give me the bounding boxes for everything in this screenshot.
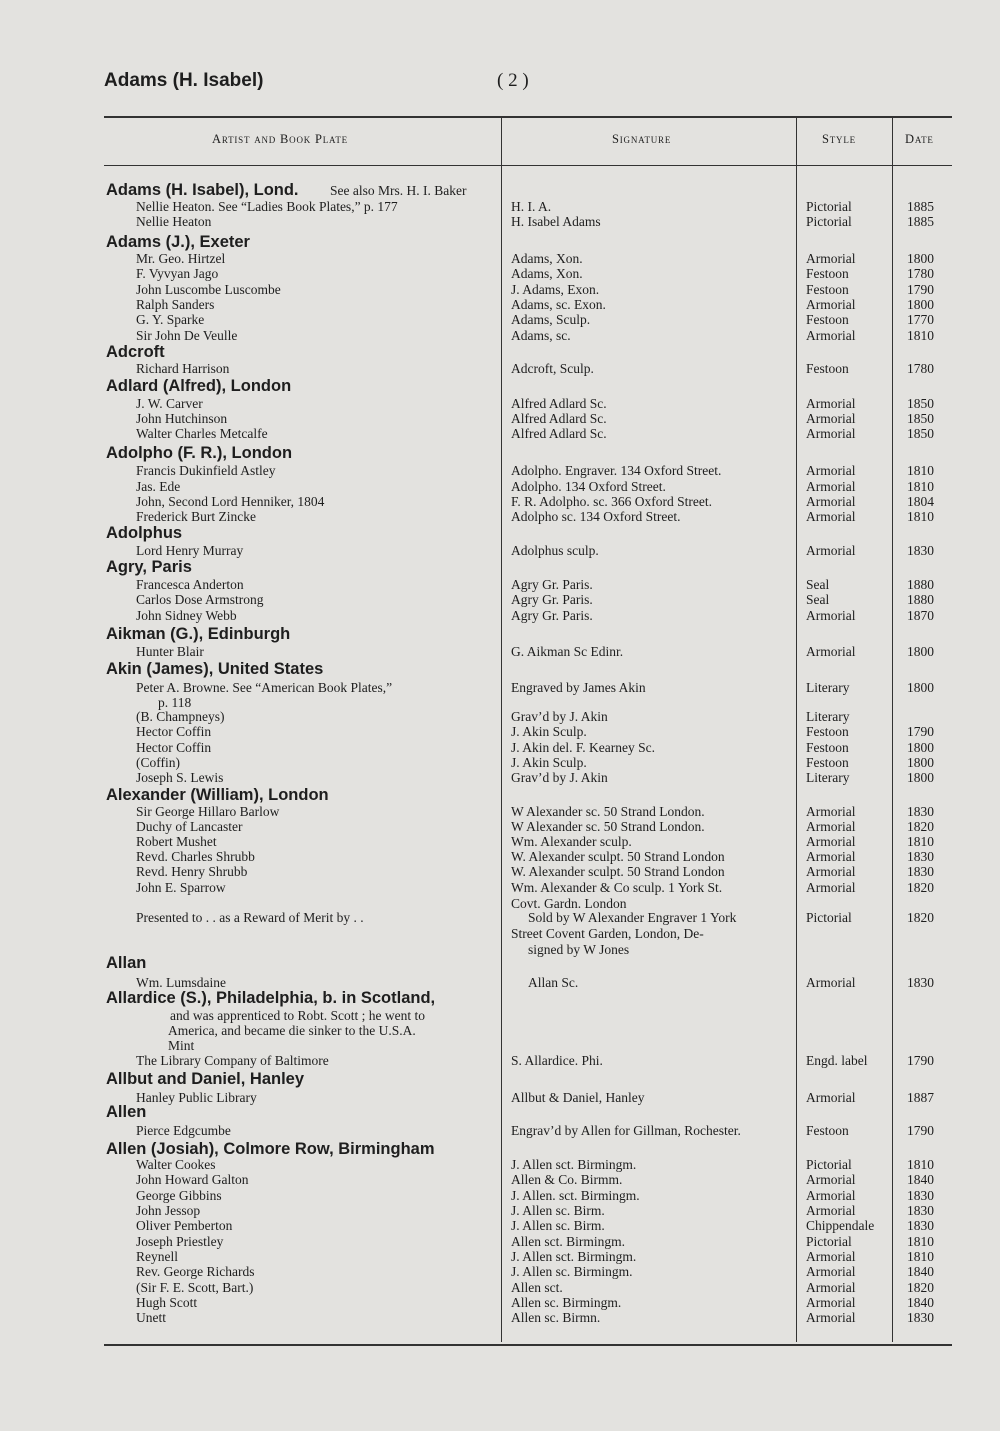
plate-owner: Frederick Burt Zincke [136, 509, 256, 524]
artist-heading: Akin (James), United States [106, 660, 324, 678]
artist-heading: Allardice (S.), Philadelphia, b. in Scotland, [106, 989, 436, 1007]
plate-signature: Grav’d by J. Akin [511, 709, 608, 724]
plate-owner: Jas. Ede [136, 479, 181, 494]
plate-style: Armorial [806, 509, 856, 524]
plate-owner: Richard Harrison [136, 361, 230, 376]
artist-biography-line: America, and became die sinker to the U.S.A. [168, 1023, 416, 1038]
plate-date: 1770 [907, 312, 934, 327]
plate-style: Pictorial [806, 1234, 852, 1249]
plate-date: 1885 [907, 214, 934, 229]
plate-style: Literary [806, 709, 850, 724]
plate-owner: Walter Charles Metcalfe [136, 426, 268, 441]
plate-date: 1800 [907, 680, 934, 695]
plate-signature: J. Adams, Exon. [511, 282, 600, 297]
plate-signature: Allen sc. Birmingm. [511, 1295, 622, 1310]
plate-signature: J. Akin Sculp. [511, 724, 587, 739]
plate-date: 1885 [907, 199, 934, 214]
artist-heading: Allen [106, 1103, 147, 1121]
plate-signature: Adams, Xon. [511, 251, 583, 266]
plate-signature: Agry Gr. Paris. [511, 608, 593, 623]
plate-owner: Carlos Dose Armstrong [136, 592, 264, 607]
plate-date: 1887 [907, 1090, 934, 1105]
plate-date: 1780 [907, 361, 934, 376]
plate-style: Armorial [806, 1295, 856, 1310]
plate-style: Armorial [806, 1264, 856, 1279]
plate-style: Engd. label [806, 1053, 868, 1068]
plate-signature: J. Allen sct. Birmingm. [511, 1157, 637, 1172]
plate-date: 1840 [907, 1264, 934, 1279]
plate-style: Festoon [806, 724, 849, 739]
plate-signature: Adolpho sc. 134 Oxford Street. [511, 509, 681, 524]
plate-style: Festoon [806, 755, 849, 770]
plate-date: 1820 [907, 910, 934, 925]
artist-biography-line: and was apprenticed to Robt. Scott ; he went to [170, 1008, 425, 1023]
artist-heading: Adcroft [106, 343, 165, 361]
plate-date: 1810 [907, 509, 934, 524]
plate-date: 1830 [907, 849, 934, 864]
plate-owner: Nellie Heaton [136, 214, 212, 229]
plate-date: 1880 [907, 592, 934, 607]
plate-style: Armorial [806, 849, 856, 864]
plate-owner: John Hutchinson [136, 411, 228, 426]
plate-style: Armorial [806, 1249, 856, 1264]
header-rule [104, 165, 952, 166]
plate-date: 1820 [907, 880, 934, 895]
plate-owner: Revd. Charles Shrubb [136, 849, 255, 864]
plate-style: Literary [806, 680, 850, 695]
artist-heading: Allen (Josiah), Colmore Row, Birmingham [106, 1140, 435, 1158]
plate-signature: Covt. Gardn. London [511, 896, 627, 911]
plate-date: 1804 [907, 494, 934, 509]
plate-owner: Oliver Pemberton [136, 1218, 233, 1233]
plate-style: Armorial [806, 975, 856, 990]
artist-heading: Alexander (William), London [106, 786, 329, 804]
plate-style: Festoon [806, 740, 849, 755]
plate-date: 1800 [907, 297, 934, 312]
plate-signature: Adams, Xon. [511, 266, 583, 281]
plate-signature: Adolphus sculp. [511, 543, 599, 558]
plate-style: Festoon [806, 361, 849, 376]
plate-signature: signed by W Jones [528, 942, 630, 957]
plate-signature: W. Alexander sculpt. 50 Strand London [511, 849, 725, 864]
plate-style: Seal [806, 577, 830, 592]
plate-owner: Revd. Henry Shrubb [136, 864, 248, 879]
plate-owner: John Sidney Webb [136, 608, 237, 623]
plate-owner: Ralph Sanders [136, 297, 215, 312]
plate-signature: Alfred Adlard Sc. [511, 426, 607, 441]
column-divider-3 [892, 118, 893, 1342]
plate-style: Armorial [806, 396, 856, 411]
plate-owner: John Howard Galton [136, 1172, 249, 1187]
plate-style: Armorial [806, 463, 856, 478]
plate-signature: H. Isabel Adams [511, 214, 601, 229]
plate-style: Pictorial [806, 214, 852, 229]
plate-date: 1840 [907, 1172, 934, 1187]
plate-style: Armorial [806, 834, 856, 849]
running-head: Adams (H. Isabel) [104, 70, 264, 91]
plate-style: Armorial [806, 804, 856, 819]
plate-signature: Engraved by James Akin [511, 680, 646, 695]
plate-date: 1850 [907, 426, 934, 441]
plate-signature: Adolpho. Engraver. 134 Oxford Street. [511, 463, 722, 478]
plate-owner: Mr. Geo. Hirtzel [136, 251, 226, 266]
plate-owner: Presented to . . as a Reward of Merit by . . [136, 910, 364, 925]
plate-date: 1800 [907, 740, 934, 755]
plate-owner: Hector Coffin [136, 724, 212, 739]
column-header-artist: Artist and Book Plate [212, 132, 348, 146]
plate-date: 1800 [907, 251, 934, 266]
page-number: ( 2 ) [497, 70, 529, 91]
plate-signature: J. Akin del. F. Kearney Sc. [511, 740, 656, 755]
plate-date: 1800 [907, 770, 934, 785]
plate-signature: J. Allen sc. Birm. [511, 1203, 605, 1218]
plate-owner: F. Vyvyan Jago [136, 266, 219, 281]
plate-style: Armorial [806, 426, 856, 441]
plate-owner: p. 118 [158, 695, 192, 710]
plate-style: Armorial [806, 543, 856, 558]
plate-date: 1810 [907, 479, 934, 494]
plate-owner: Lord Henry Murray [136, 543, 244, 558]
plate-signature: Wm. Alexander & Co sculp. 1 York St. [511, 880, 723, 895]
plate-signature: Allen sct. Birmingm. [511, 1234, 625, 1249]
plate-signature: Grav’d by J. Akin [511, 770, 608, 785]
artist-heading: Adolpho (F. R.), London [106, 444, 293, 462]
plate-owner: Peter A. Browne. See “American Book Plates,” [136, 680, 393, 695]
plate-signature: W Alexander sc. 50 Strand London. [511, 819, 705, 834]
plate-owner: Sir John De Veulle [136, 328, 238, 343]
column-header-signature: Signature [612, 132, 672, 146]
column-divider-1 [501, 118, 502, 1342]
plate-date: 1840 [907, 1295, 934, 1310]
plate-owner: Hector Coffin [136, 740, 212, 755]
plate-owner: Robert Mushet [136, 834, 217, 849]
plate-owner: Francis Dukinfield Astley [136, 463, 276, 478]
top-rule [104, 116, 952, 118]
plate-owner: The Library Company of Baltimore [136, 1053, 329, 1068]
plate-owner: Hugh Scott [136, 1295, 198, 1310]
plate-owner: John Luscombe Luscombe [136, 282, 281, 297]
plate-style: Armorial [806, 1280, 856, 1295]
artist-heading: Allbut and Daniel, Hanley [106, 1070, 305, 1088]
plate-owner: Sir George Hillaro Barlow [136, 804, 280, 819]
plate-signature: Allen & Co. Birmm. [511, 1172, 623, 1187]
plate-signature: J. Allen sc. Birm. [511, 1218, 605, 1233]
plate-style: Armorial [806, 251, 856, 266]
plate-owner: Walter Cookes [136, 1157, 216, 1172]
plate-signature: J. Allen sct. Birmingm. [511, 1249, 637, 1264]
plate-style: Armorial [806, 644, 856, 659]
plate-owner: Hanley Public Library [136, 1090, 257, 1105]
plate-date: 1800 [907, 755, 934, 770]
plate-signature: Alfred Adlard Sc. [511, 411, 607, 426]
plate-owner: Joseph S. Lewis [136, 770, 224, 785]
plate-date: 1820 [907, 819, 934, 834]
plate-signature: J. Akin Sculp. [511, 755, 587, 770]
plate-date: 1800 [907, 644, 934, 659]
plate-style: Armorial [806, 479, 856, 494]
plate-style: Armorial [806, 328, 856, 343]
plate-style: Pictorial [806, 910, 852, 925]
plate-style: Chippendale [806, 1218, 875, 1233]
plate-signature: Adams, Sculp. [511, 312, 591, 327]
column-header-date: Date [905, 132, 934, 146]
artist-heading: Adlard (Alfred), London [106, 377, 292, 395]
plate-style: Festoon [806, 1123, 849, 1138]
plate-owner: Pierce Edgcumbe [136, 1123, 231, 1138]
plate-owner: Rev. George Richards [136, 1264, 255, 1279]
plate-date: 1780 [907, 266, 934, 281]
plate-style: Literary [806, 770, 850, 785]
plate-date: 1810 [907, 1157, 934, 1172]
artist-heading: Adolphus [106, 524, 183, 542]
artist-heading: Adams (J.), Exeter [106, 233, 250, 251]
plate-style: Armorial [806, 411, 856, 426]
plate-signature: Agry Gr. Paris. [511, 592, 593, 607]
plate-date: 1830 [907, 543, 934, 558]
artist-biography-line: Mint [168, 1038, 195, 1053]
plate-style: Festoon [806, 312, 849, 327]
plate-owner: (Coffin) [136, 755, 180, 770]
plate-owner: (Sir F. E. Scott, Bart.) [136, 1280, 254, 1295]
plate-signature: Adams, sc. Exon. [511, 297, 606, 312]
plate-signature: Alfred Adlard Sc. [511, 396, 607, 411]
plate-owner: John E. Sparrow [136, 880, 226, 895]
plate-date: 1830 [907, 1188, 934, 1203]
plate-date: 1830 [907, 975, 934, 990]
plate-date: 1830 [907, 1203, 934, 1218]
column-header-style: Style [822, 132, 856, 146]
plate-date: 1810 [907, 834, 934, 849]
plate-date: 1790 [907, 1053, 934, 1068]
plate-signature: Agry Gr. Paris. [511, 577, 593, 592]
plate-date: 1870 [907, 608, 934, 623]
plate-date: 1850 [907, 396, 934, 411]
plate-date: 1880 [907, 577, 934, 592]
plate-owner: G. Y. Sparke [136, 312, 205, 327]
plate-signature: Adams, sc. [511, 328, 571, 343]
plate-owner: (B. Champneys) [136, 709, 225, 724]
plate-date: 1810 [907, 1234, 934, 1249]
plate-signature: Sold by W Alexander Engraver 1 York [528, 910, 737, 925]
plate-signature: Allbut & Daniel, Hanley [511, 1090, 645, 1105]
plate-owner: John, Second Lord Henniker, 1804 [136, 494, 325, 509]
plate-date: 1790 [907, 724, 934, 739]
plate-signature: H. I. A. [511, 199, 552, 214]
plate-date: 1810 [907, 463, 934, 478]
plate-style: Armorial [806, 608, 856, 623]
artist-heading: Allan [106, 954, 147, 972]
plate-owner: Reynell [136, 1249, 178, 1264]
plate-style: Armorial [806, 819, 856, 834]
plate-date: 1790 [907, 1123, 934, 1138]
plate-signature: J. Allen sc. Birmingm. [511, 1264, 633, 1279]
plate-style: Armorial [806, 297, 856, 312]
plate-signature: S. Allardice. Phi. [511, 1053, 603, 1068]
plate-date: 1830 [907, 804, 934, 819]
plate-style: Pictorial [806, 1157, 852, 1172]
plate-owner: George Gibbins [136, 1188, 222, 1203]
plate-date: 1830 [907, 1218, 934, 1233]
plate-date: 1850 [907, 411, 934, 426]
plate-owner: Unett [136, 1310, 166, 1325]
plate-style: Armorial [806, 1310, 856, 1325]
plate-signature: Allen sct. [511, 1280, 563, 1295]
plate-style: Festoon [806, 282, 849, 297]
plate-signature: Street Covent Garden, London, De- [511, 926, 704, 941]
plate-date: 1830 [907, 1310, 934, 1325]
plate-owner: Hunter Blair [136, 644, 204, 659]
plate-date: 1790 [907, 282, 934, 297]
plate-style: Armorial [806, 1203, 856, 1218]
artist-heading: Adams (H. Isabel), Lond. [106, 181, 299, 199]
plate-date: 1820 [907, 1280, 934, 1295]
plate-owner: Nellie Heaton. See “Ladies Book Plates,” p. 177 [136, 199, 398, 214]
plate-signature: W Alexander sc. 50 Strand London. [511, 804, 705, 819]
plate-style: Armorial [806, 1090, 856, 1105]
artist-heading: Aikman (G.), Edinburgh [106, 625, 291, 643]
plate-date: 1810 [907, 328, 934, 343]
plate-signature: Wm. Alexander sculp. [511, 834, 632, 849]
plate-owner: Francesca Anderton [136, 577, 244, 592]
plate-signature: Allan Sc. [528, 975, 579, 990]
artist-heading: Agry, Paris [106, 558, 192, 576]
plate-style: Armorial [806, 880, 856, 895]
plate-style: Seal [806, 592, 830, 607]
plate-date: 1810 [907, 1249, 934, 1264]
plate-signature: J. Allen. sct. Birmingm. [511, 1188, 640, 1203]
plate-owner: J. W. Carver [136, 396, 203, 411]
plate-signature: Allen sc. Birmn. [511, 1310, 601, 1325]
plate-date: 1830 [907, 864, 934, 879]
plate-style: Armorial [806, 1172, 856, 1187]
artist-cross-reference: See also Mrs. H. I. Baker [330, 183, 467, 198]
plate-signature: F. R. Adolpho. sc. 366 Oxford Street. [511, 494, 713, 509]
bottom-rule [104, 1344, 952, 1346]
plate-owner: John Jessop [136, 1203, 201, 1218]
plate-owner: Wm. Lumsdaine [136, 975, 226, 990]
plate-style: Festoon [806, 266, 849, 281]
plate-signature: Engrav’d by Allen for Gillman, Rochester. [511, 1123, 741, 1138]
plate-style: Armorial [806, 864, 856, 879]
plate-signature: G. Aikman Sc Edinr. [511, 644, 624, 659]
plate-style: Armorial [806, 494, 856, 509]
plate-signature: W. Alexander sculpt. 50 Strand London [511, 864, 725, 879]
plate-owner: Joseph Priestley [136, 1234, 224, 1249]
plate-signature: Adolpho. 134 Oxford Street. [511, 479, 666, 494]
plate-style: Armorial [806, 1188, 856, 1203]
plate-signature: Adcroft, Sculp. [511, 361, 594, 376]
plate-style: Pictorial [806, 199, 852, 214]
plate-owner: Duchy of Lancaster [136, 819, 243, 834]
column-divider-2 [796, 118, 797, 1342]
